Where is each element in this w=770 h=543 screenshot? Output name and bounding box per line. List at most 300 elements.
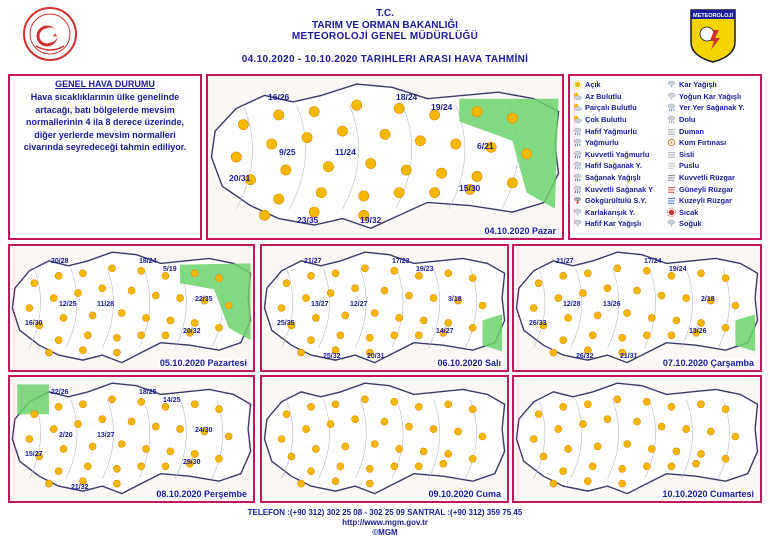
sun-icon [337, 126, 347, 136]
sun-icon [138, 267, 145, 274]
legend-item-label: Kum Fırtınası [679, 138, 727, 148]
sun-icon [381, 418, 388, 425]
temperature-label: 14/27 [436, 328, 454, 335]
sun-icon [371, 310, 378, 317]
sun-icon [415, 403, 422, 410]
temperature-label: 16/30 [25, 320, 43, 327]
sun-icon [79, 347, 86, 354]
svg-text:*: * [576, 224, 579, 229]
country-outline [265, 383, 505, 493]
heavy-shower-icon [573, 185, 582, 194]
temperature-label: 25/35 [277, 320, 295, 327]
sun-icon [361, 396, 368, 403]
sun-icon [281, 165, 291, 175]
sun-icon [391, 463, 398, 470]
legend-item [573, 172, 663, 184]
rain-area [735, 314, 755, 351]
sun-icon [60, 314, 67, 321]
sun-icon [113, 349, 120, 356]
legend-item [573, 91, 663, 103]
sun-icon [274, 194, 284, 204]
legend-item-label: Parçalı Bulutlu [585, 103, 637, 113]
legend-item-label: Kuvvetli Yağmurlu [585, 149, 650, 159]
fog-icon [667, 150, 676, 159]
sun-icon [732, 302, 739, 309]
country-outline [517, 383, 758, 493]
sun-icon [288, 453, 295, 460]
map-date-label: 04.10.2020 Pazar [484, 226, 556, 236]
sun-icon [619, 480, 626, 487]
sun-icon [693, 460, 700, 467]
sun-icon [371, 441, 378, 448]
cold-icon [667, 219, 676, 228]
sun-icon [143, 445, 150, 452]
sun-icon [337, 332, 344, 339]
temperature-label: 20/28 [51, 258, 69, 265]
sun-icon [535, 280, 542, 287]
sun-icon [619, 334, 626, 341]
sun-icon [352, 416, 359, 423]
sleet-icon [573, 208, 582, 217]
sun-icon [361, 265, 368, 272]
sun-icon [316, 188, 326, 198]
legend-item-label: Dolu [679, 115, 696, 125]
sun-icon [445, 319, 452, 326]
sun-icon [60, 445, 67, 452]
forecast-map-day-6 [260, 375, 509, 503]
sun-icon [283, 411, 290, 418]
sun-icon [303, 295, 310, 302]
sun-icon [312, 445, 319, 452]
sun-icon [522, 149, 532, 159]
sun-icon [698, 450, 705, 457]
sun-icon [26, 305, 33, 312]
sun-icon [698, 319, 705, 326]
smoke-icon [667, 127, 676, 136]
sun-icon [89, 312, 96, 319]
logo-text: METEOROLOJİ [692, 13, 734, 19]
sun-icon [327, 421, 334, 428]
sun-icon [437, 168, 447, 178]
temperature-label: 25/32 [323, 353, 341, 360]
legend-item [573, 125, 663, 137]
legend-item [573, 218, 663, 230]
sun-icon [604, 416, 611, 423]
sun-icon [191, 270, 198, 277]
sun-icon [469, 455, 476, 462]
summary-text: Hava sıcaklıklarının ülke genelinde artacağı, batı bölgelerde mevsim normallerinin 4 ila 8 derece üzerinde, diğer yerlerde mevsim normalleri civarında seyredeceği tahmin ediliyor. [23, 92, 187, 152]
sun-icon [308, 403, 315, 410]
svg-text:*: * [576, 212, 579, 217]
legend-item-label: Açık [585, 80, 601, 90]
legend-item-label: Hafif Yağmurlu [585, 126, 638, 136]
sun-icon [420, 448, 427, 455]
sun-icon [430, 426, 437, 433]
sun-icon [643, 332, 650, 339]
sun-icon [643, 398, 650, 405]
sun-icon [332, 478, 339, 485]
temperature-label: 2/20 [59, 432, 73, 439]
temperature-label: 24/30 [195, 427, 213, 434]
sun-icon [722, 275, 729, 282]
sun-icon [118, 310, 125, 317]
legend-item [667, 195, 757, 207]
forecast-map-day-7 [512, 375, 762, 503]
sun-icon [216, 324, 223, 331]
legend-item-label: Yoğun Kar Yağışlı [679, 91, 742, 101]
map-date-label: 09.10.2020 Cuma [428, 489, 501, 499]
temperature-label: 17/23 [392, 258, 410, 265]
light-shower-icon [573, 161, 582, 170]
light-rain-icon [573, 127, 582, 136]
sun-icon [191, 450, 198, 457]
sun-icon [394, 188, 404, 198]
sun-icon [113, 334, 120, 341]
footer-phone: TELEFON :(+90 312) 302 25 08 - 302 25 09 SANTRAL :(+90 312) 359 75 45 [247, 508, 523, 517]
sun-icon [589, 463, 596, 470]
sun-icon [722, 406, 729, 413]
legend-item-label: Çok Bulutlu [585, 115, 627, 125]
mist-icon [667, 161, 676, 170]
sun-icon [152, 292, 159, 299]
sun-icon [50, 295, 57, 302]
legend-item-label: Kar Yağışlı [679, 80, 717, 90]
temperature-label: 21/32 [71, 484, 89, 491]
header-line-ministry: TARIM VE ORMAN BAKANLIĞI [312, 20, 458, 31]
sun-icon [634, 418, 641, 425]
sun-icon [260, 210, 270, 220]
map-date-label: 08.10.2020 Perşembe [156, 489, 247, 499]
svg-text:*: * [670, 224, 673, 229]
forecast-map-day-2 [8, 244, 255, 372]
sun-icon [143, 314, 150, 321]
sandstorm-icon [667, 138, 676, 147]
temperature-label: 5/19 [163, 266, 177, 273]
sun-icon [55, 337, 62, 344]
legend-grid [573, 79, 757, 230]
temperature-label: 14/25 [163, 397, 181, 404]
sun-icon [589, 332, 596, 339]
sun-icon [479, 302, 486, 309]
sun-icon [332, 270, 339, 277]
sun-icon [309, 107, 319, 117]
sun-icon [366, 158, 376, 168]
sun-icon [162, 272, 169, 279]
sun-icon [555, 295, 562, 302]
south-wind-icon [667, 185, 676, 194]
legend-item [573, 79, 663, 91]
forecast-map-day-1 [206, 74, 564, 240]
sun-icon [535, 411, 542, 418]
sun-icon [560, 272, 567, 279]
legend-item-label: Soğuk [679, 219, 702, 229]
sun-icon [668, 332, 675, 339]
thunderstorm-icon [573, 196, 582, 205]
turkey-map [514, 377, 760, 501]
sun-icon [668, 403, 675, 410]
legend-item [667, 102, 757, 114]
sun-icon [643, 463, 650, 470]
sun-icon [573, 80, 582, 89]
sun-icon [673, 317, 680, 324]
sun-icon [167, 448, 174, 455]
sun-icon [479, 433, 486, 440]
sun-icon [507, 178, 517, 188]
sun-icon [391, 267, 398, 274]
temperature-label: 20/31 [367, 353, 385, 360]
sun-icon [658, 423, 665, 430]
temperature-label: 3/18 [448, 296, 462, 303]
sun-icon [594, 443, 601, 450]
sun-icon [352, 100, 362, 110]
sun-icon [337, 463, 344, 470]
sun-icon [26, 436, 33, 443]
heavy-snow-icon [667, 92, 676, 101]
sun-icon [162, 332, 169, 339]
sun-icon [225, 302, 232, 309]
sun-icon [579, 421, 586, 428]
sun-icon [469, 275, 476, 282]
sun-icon [530, 436, 537, 443]
sun-icon [658, 292, 665, 299]
sun-icon [683, 295, 690, 302]
legend-item [667, 91, 757, 103]
light-snow-icon [573, 219, 582, 228]
legend-item [573, 207, 663, 219]
turkey-map [208, 76, 562, 238]
legend-item-label: Kuvvetli Sağanak Y [585, 184, 654, 194]
sun-icon [579, 290, 586, 297]
sun-icon [231, 152, 241, 162]
legend-item [573, 114, 663, 126]
turkey-map [262, 377, 507, 501]
sun-icon [540, 453, 547, 460]
sun-icon [648, 314, 655, 321]
rain-icon [573, 138, 582, 147]
sun-icon [380, 129, 390, 139]
forecast-map-day-4 [512, 244, 762, 372]
sun-icon [391, 398, 398, 405]
sun-icon [342, 312, 349, 319]
sun-icon [530, 305, 537, 312]
legend-item-label: Kuvvetli Rüzgar [679, 173, 735, 183]
legend-item-label: Sıcak [679, 207, 699, 217]
legend-item [667, 207, 757, 219]
sun-icon [707, 428, 714, 435]
sun-icon [469, 406, 476, 413]
legend-item-label: Gökgürültülü S.Y. [585, 196, 647, 206]
sun-icon [191, 319, 198, 326]
sun-icon [406, 423, 413, 430]
temperature-label: 18/25 [139, 389, 157, 396]
legend-item-label: Yer Yer Sağanak Y. [679, 103, 745, 113]
footer-copyright: ©MGM [372, 528, 398, 537]
sun-icon [472, 171, 482, 181]
temperature-label: 2/18 [701, 296, 715, 303]
temperature-label: 16/26 [268, 92, 290, 102]
temperature-label: 18/24 [396, 92, 418, 102]
legend-item [573, 149, 663, 161]
temperature-label: 11/28 [97, 301, 115, 308]
sun-icon [732, 433, 739, 440]
temperature-label: 21/27 [556, 258, 574, 265]
temperature-label: 20/32 [183, 328, 201, 335]
svg-text:*: * [670, 96, 673, 101]
hail-icon [667, 115, 676, 124]
sun-icon [308, 468, 315, 475]
legend-item-label: Puslu [679, 161, 700, 171]
sun-icon [308, 272, 315, 279]
sun-icon [550, 349, 557, 356]
sun-icon [555, 426, 562, 433]
sun-icon [31, 280, 38, 287]
sun-icon [283, 280, 290, 287]
sun-icon [128, 418, 135, 425]
sun-icon [138, 463, 145, 470]
sun-icon [327, 290, 334, 297]
sun-icon [366, 480, 373, 487]
sun-icon [396, 314, 403, 321]
footer-url[interactable]: http://www.mgm.gov.tr [342, 518, 428, 527]
temperature-label: 15/30 [459, 183, 481, 193]
temperature-label: 19/32 [360, 215, 382, 225]
temperature-label: 21/31 [620, 353, 638, 360]
legend-item-label: Hafif Sağanak Y. [585, 161, 642, 171]
sun-icon [55, 272, 62, 279]
sun-icon [560, 468, 567, 475]
sun-icon [332, 401, 339, 408]
sun-icon [420, 317, 427, 324]
sun-icon [128, 287, 135, 294]
sun-icon [312, 314, 319, 321]
temperature-label: 13/27 [97, 432, 115, 439]
legend-item [573, 137, 663, 149]
forecast-map-day-3 [260, 244, 509, 372]
sun-icon [118, 441, 125, 448]
legend-item-label: Kuzeyli Rüzgar [679, 196, 732, 206]
sun-icon [177, 295, 184, 302]
sun-icon [472, 107, 482, 117]
sun-icon [366, 334, 373, 341]
sun-icon [79, 401, 86, 408]
temperature-label: 11/24 [335, 147, 356, 157]
sun-icon [430, 188, 440, 198]
sun-icon [359, 191, 369, 201]
partly-cloudy-icon [573, 103, 582, 112]
strong-wind-icon [667, 173, 676, 182]
sun-icon [507, 113, 517, 123]
temperature-label: 26/33 [529, 320, 547, 327]
temperature-label: 13/27 [311, 301, 329, 308]
temperature-label: 12/28 [563, 301, 581, 308]
sun-icon [55, 468, 62, 475]
legend-item [667, 79, 757, 91]
sun-icon [415, 332, 422, 339]
north-wind-icon [667, 196, 676, 205]
sun-icon [45, 349, 52, 356]
sun-icon [113, 480, 120, 487]
legend-item-label: Güneyli Rüzgar [679, 184, 734, 194]
temperature-label: 17/24 [644, 258, 662, 265]
shower-icon [573, 173, 582, 182]
sun-icon [401, 165, 411, 175]
sun-icon [225, 433, 232, 440]
legend-item [667, 125, 757, 137]
sun-icon [594, 312, 601, 319]
sun-icon [278, 305, 285, 312]
hot-icon [667, 208, 676, 217]
temperature-label: 19/23 [416, 266, 434, 273]
sun-icon [415, 272, 422, 279]
sun-icon [267, 139, 277, 149]
sun-icon [614, 265, 621, 272]
sun-icon [648, 445, 655, 452]
sun-icon [109, 396, 116, 403]
sun-icon [323, 162, 333, 172]
sun-icon [99, 285, 106, 292]
meteorology-logo-icon [688, 4, 738, 64]
turkey-map [514, 246, 760, 370]
legend-item [667, 149, 757, 161]
sun-icon [278, 436, 285, 443]
sun-icon [308, 337, 315, 344]
sun-icon [406, 292, 413, 299]
header [0, 0, 770, 70]
temperature-label: 13/26 [689, 328, 707, 335]
sun-icon [565, 314, 572, 321]
sun-icon [415, 463, 422, 470]
country-outline [517, 252, 758, 362]
sun-icon [668, 272, 675, 279]
sun-icon [274, 110, 284, 120]
sun-icon [238, 120, 248, 130]
sun-icon [45, 480, 52, 487]
sun-icon [668, 463, 675, 470]
sun-icon [50, 426, 57, 433]
forecast-map-day-5 [8, 375, 255, 503]
sun-icon [614, 396, 621, 403]
sun-icon [89, 443, 96, 450]
sun-icon [722, 324, 729, 331]
sun-icon [138, 332, 145, 339]
sun-icon [216, 275, 223, 282]
temperature-label: 15/27 [25, 451, 43, 458]
sun-cloud-icon [573, 92, 582, 101]
turkey-map [10, 377, 253, 501]
legend-item-label: Duman [679, 126, 705, 136]
sun-icon [99, 416, 106, 423]
sun-icon [415, 136, 425, 146]
page-title: 04.10.2020 - 10.10.2020 TARIHLERI ARASI HAVA TAHMİNİ [241, 54, 529, 65]
summary-title: GENEL HAVA DURUMU [55, 79, 155, 89]
sun-icon [191, 401, 198, 408]
temperature-label: 13/26 [603, 301, 621, 308]
sun-icon [177, 426, 184, 433]
legend-item-label: Az Bulutlu [585, 91, 622, 101]
sun-icon [584, 478, 591, 485]
legend-item [573, 102, 663, 114]
sun-icon [75, 290, 82, 297]
sun-icon [584, 270, 591, 277]
legend-item-label: Hafif Kar Yağışlı [585, 219, 642, 229]
sun-icon [162, 463, 169, 470]
legend-item [667, 172, 757, 184]
sun-icon [216, 406, 223, 413]
sun-icon [396, 445, 403, 452]
svg-text:*: * [670, 84, 673, 90]
sun-icon [430, 295, 437, 302]
sun-icon [31, 411, 38, 418]
